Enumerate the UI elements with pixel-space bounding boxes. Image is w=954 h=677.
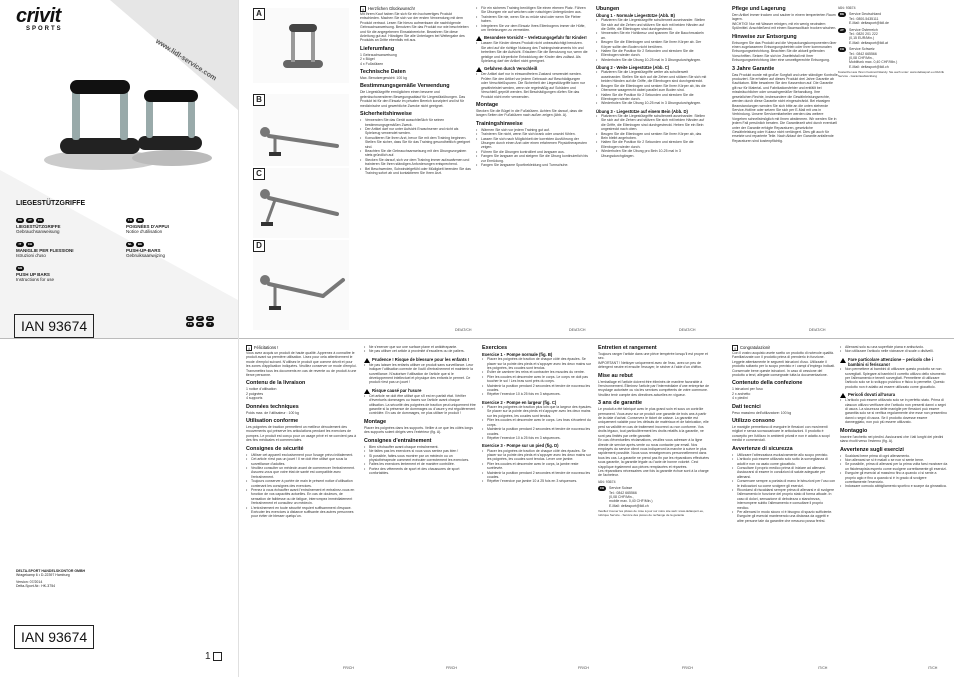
fr-column-2	[364, 345, 476, 667]
lang-sub: Gebrauchsanweisung	[16, 229, 60, 234]
list-item: • Portez des vêtements de sport et des chaussures de sport confortables.	[364, 467, 476, 476]
de-disposal: Entsorgen Sie das Produkt und die Verpackungskomponenten über einen zugelassenen Entsorgungsbetrieb oder Ihrer kommunalen Entsorgungseinrichtung. Beachten Sie die aktuell geltenden Vorschriften. Setzen Sie sich im Zweifelsfall mit Ihrer Entsorgungseinrichtung über eine umweltgerechte Entsorgung.	[732, 40, 837, 63]
ian-number: IAN 93674	[14, 314, 94, 338]
it-train-title: Avvertenze sugli esercizi	[840, 446, 904, 453]
list-item: • Maintenir la position pendant 2 secondes et tendre de nouveau les coudes.	[482, 384, 594, 393]
de-tech: Max. Benutzergewicht: 100 kg	[360, 76, 407, 81]
footer-label: DE/AT/CH	[679, 328, 696, 332]
de-mount-title: Montage	[476, 101, 499, 108]
list-item: • Maintenir la position pendant 2 secondes et tendre de nouveau les coudes.	[482, 471, 594, 480]
list-item: • Non allenarsi se si è malati o se non si sente bene.	[840, 458, 948, 462]
back-cover	[0, 339, 238, 677]
fr-care: Toujours ranger l'article dans une pièce tempérée lorsqu'il est propre et sec. IMPORTANT ! Nettoyer uniquement avec de l'eau, avec un peu de détergent neutre et ensuite l'essuyer, le sécher à l'aide d'un chiffon.	[598, 352, 708, 370]
de-warning-wear: Gefahren durch Verschleiß	[476, 66, 588, 72]
flag-gb: GB	[17, 266, 23, 270]
list-item: • Beugen Sie die Ellenbogen und senken Sie Ihren Körper ab, bis die Oberarme waagerecht dabei parallel zum Boden sind.	[596, 84, 708, 93]
cover-panel	[0, 0, 238, 338]
list-item: • Ne s'exercer que sur une surface plane et antidérapante.	[364, 345, 476, 349]
it-scope: 1 istruzioni per l'uso 2 x archetto 4 x piedini	[732, 387, 763, 401]
list-item: • Utilizzare l'attrezzatura esclusivamente allo scopo previsto.	[732, 453, 836, 457]
fr-warranty-title: 3 ans de garantie	[598, 400, 643, 407]
list-item: • Conservare sempre a portata di mano le istruzioni per l'uso con le indicazioni su come svolgere gli esercizi.	[732, 479, 836, 488]
product-image	[42, 60, 212, 180]
fr-disposal-title: Mise au rebut	[598, 372, 633, 379]
list-item: • Lassen Sie Kinder dieses Produkt nicht unbeaufsichtigt benutzen. Sie wird auf die richtige Nutzung des Trainingsinstruments hin und betreiben Sie die Aufsicht. Erlauben Sie die Benutzung nur, wenn die geistige und körperliche Entwicklung der Kinder dies zulässt. Als Spielzeug darf der Artikel nicht gereignet.	[476, 41, 588, 63]
list-item: • Halten Sie die Position für 2 Sekunden und strecken Sie die Ellenbogen wieder durch.	[596, 140, 708, 149]
warning-icon	[840, 358, 846, 363]
de-safety-list	[360, 118, 472, 175]
list-item: • Ne pas utiliser cet article à proximité d'escaliers ou de paliers.	[364, 349, 476, 353]
fr-column-4	[598, 345, 710, 667]
lang-fr[interactable]	[126, 218, 226, 234]
fr-mount: Placer les poignées dans les supports. Veiller à ce que les côtés longs des supports soient dirigés vers l'extérieur (fig. A).	[364, 425, 473, 435]
it-tech-title: Dati tecnici	[732, 403, 761, 410]
figure-label-c: C	[253, 168, 265, 180]
list-item: • Non permettere ai bambini di utilizzare questo prodotto se non sorvegliati. Spiegare ai bambini il corretto utilizzo dello strumento per l'allenamento e tenerli sorvegliati. Permettere di utilizzare l'articolo solo se lo sviluppo psichico e fisico lo permette. Questo prodotto non è adatto ad essere utilizzato come giocattolo.	[840, 367, 948, 389]
list-item: • Führen Sie die Übungen kontrolliert und langsam aus.	[476, 150, 588, 154]
de-ian-small: IAN: 93674	[838, 6, 856, 10]
list-item: • Fangen Sie langsame Sportbekleidung und Turnschuhe.	[476, 163, 588, 167]
ian-flags: DE AT CH FR BE IT	[187, 316, 213, 326]
flag-be: BE	[137, 242, 143, 246]
list-item: • Non utilizzare l'articolo nelle vicinanze di scale o dislivelli.	[840, 349, 948, 353]
list-item: • Beachten Sie die Gebrauchsanweisung mit den Übungsvorgaben stets gründlich auf.	[360, 149, 472, 158]
list-item: • Utiliser cet appareil exclusivement pour l'usage prévu initialement.	[246, 453, 358, 457]
service-url[interactable]: www.lidl-service.com	[154, 38, 218, 83]
list-item: • Für ein sicheres Training benötigen Sie einen ebenen Platz. Führen Sie Übungen nie auf weichen oder rutschigen Untergründen aus.	[476, 6, 588, 15]
de-safety-title: Sicherheitshinweise	[360, 111, 412, 118]
lang-sub: Notice d'utilisation	[126, 229, 163, 234]
list-item: • Placer les poignées de traction plus loin que la largeur des épaules. Se placer sur la pointe des pieds et s'appuyer avec les deux mains sur les poignées, les coudes sont tendus.	[482, 405, 594, 418]
lang-name: MANIGLIE PER FLESSIONI	[16, 248, 74, 253]
lang-sub: Gebruiksaanwijzing	[126, 253, 166, 258]
figure-b	[253, 94, 349, 166]
list-item: • Plier les coudes et descendre avec le corps, la jambe reste surélevée.	[482, 462, 594, 471]
list-item: • Fangen Sie langsam an und steigern Sie die Übung kontinuierlich bis zur Ermüdung.	[476, 154, 588, 163]
de-care: Den Artikel immer trocken und sauber in einem temperierten Raum lagern. WICHTIG! Nur mit Wasser reinigen, mit ein wenig neutralem Spülmittel. Anschließend mit einem Baumwolltuch trocken wischen.	[732, 13, 837, 31]
footer-label: FR/CH	[682, 666, 693, 670]
list-item: • Wiederholen Sie die Übung pro Bein 10-25 mal in 3 Übungsdurchgängen.	[596, 149, 708, 158]
footer-label: FR/CH	[343, 666, 354, 670]
it-safety-title: Avvertenze di sicurezza	[732, 445, 793, 452]
list-item: • Trainieren Sie nie, wenn Sie zu müde sind oder wenn Sie Fieber haben.	[476, 15, 588, 24]
fr-ex2-title: Exercice 2 - Pompe en largeur (fig. C)	[482, 399, 557, 405]
de-intro: Mit Ihrem Kauf haben Sie sich für ein hochwertiges Produkt entschieden. Machen Sie sich vor der ersten Verwendung mit dem Produkt vertraut. Lesen Sie hierzu aufmerksam die nachfolgende Gebrauchsanweisung. Benutzen Sie das Produkt nur wie beschrieben und für die angegebenen Einsatzbereiche. Bewahren Sie diese Anleitung gut auf. Händigen Sie alle Unterlagen bei Weitergabe des Produkts an Dritte ebenfalls mit aus.	[360, 12, 469, 43]
footer-label: FR/CH	[446, 666, 457, 670]
list-item: • Placer les poignées de traction de chaque côté des épaules. Se placer sur la pointe des pieds et s'appuyer avec les deux mains sur les poignées, les coudes sont tendus.	[482, 357, 594, 370]
one-leg-pushup-illustration	[253, 240, 349, 330]
figure-d	[253, 240, 349, 330]
list-item: • Beugen Sie die Ellenbogen und senken Sie Ihren Körper ab. Der Körper sollte den Boden nicht berühren.	[596, 40, 708, 49]
it-tech: Peso massimo dell'utilizzatore: 100 kg	[732, 410, 792, 415]
figure-label-a: A	[253, 8, 265, 20]
de-use-title: Bestimmungsgemäße Verwendung	[360, 83, 450, 90]
list-item: • Placer les poignées de traction de chaque côté des épaules. Se placer sur la pointe des pieds et s'appuyer avec les deux mains sur les poignées, les coudes sont tendus. Lever une jambe.	[482, 449, 594, 462]
list-item: • Allenarsi solo su una superficie piana e antiscivolo.	[840, 345, 948, 349]
it-use: Le maniglie permettono di eseguire le flessioni con movimenti migliori e senza sovraccaricare le articolazioni. Il prodotto è concepito per l'utilizzo in ambienti privati e non è adatto a scopi medici e commerciali.	[732, 425, 830, 443]
list-item: • L'articolo può essere utilizzato solo se in perfetto stato. Prima di ciascun utilizzo verificare che l'articolo non presenti danni o segni di usura. La sicurezza delle maniglie per flessioni può essere garantita solo se si verifica regolarmente che esse non presentino danni o segni di usura. Se il prodotto dovesse essere danneggiato, non può più essere utilizzato.	[840, 398, 948, 424]
page-number: 1	[205, 651, 222, 662]
flag-ch: CH	[37, 218, 43, 222]
de-service-at: AT Service Österreich Tel.: 0820 201 222 (0,15 EUR/Min.) E-Mail: deltasport@lidl.at	[838, 28, 948, 46]
list-item: • Verwenden Sie das Gerät ausschließlich für seinen bestimmungsgemäßen Zweck.	[360, 118, 472, 127]
list-item: • Halten Sie die Position für 2 Sekunden und strecken Sie die Ellenbogen wieder durch.	[596, 49, 708, 58]
list-item: • Scaldarsi bene prima di ogni allenamento.	[840, 454, 948, 458]
figure-a	[253, 8, 349, 83]
fr-ex-title: Exercices	[482, 345, 508, 351]
lang-de[interactable]	[16, 218, 116, 234]
wide-pushup-illustration	[253, 168, 349, 238]
imprint-address: Wragekamp 6 • D-22397 Hamburg	[16, 573, 70, 577]
list-item: • Prenez à vous échauffer avant l'entraînement et entraînez-vous en fonction de vos capacités actuelles. En cas de douleurs, de sensation de faiblesse ou de fatigue, interrompez immédiatement l'entraînement et consultez un médecin.	[246, 488, 358, 506]
list-item: • Si possible, faites-vous montrer par un médecin ou un physiothérapeute comment exécuter correctement les exercices.	[364, 454, 476, 463]
fr-column-3	[482, 345, 594, 667]
de-tech-title: Technische Daten	[360, 69, 406, 76]
list-item: • Wärmen Sie sich vor jedem Training gut auf.	[476, 128, 588, 132]
list-item: • Cet article n'est pas un jouet ! Il ne doit être utilisé que sous la surveillance d'adultes.	[246, 457, 358, 466]
fr-tech: Poids max. de l'utilisateur : 100 kg	[246, 410, 300, 415]
figure-label-b: B	[253, 94, 265, 106]
footer-label: FR/CH	[578, 666, 589, 670]
list-item: • Platzieren Sie die Liegestützgriffe schulterweit auseinander. Stellen Sie sich auf die Zehen und stützen Sie sich mit beiden Händen auf die Griffe, die Ellenbogen sind durchgestreckt.	[596, 18, 708, 31]
list-item: • Maintenir la position pendant 2 secondes et tendre de nouveau les coudes.	[482, 427, 594, 436]
de-mount: Stecken Sie die Bügel in die Fußstützen. Achten Sie darauf, dass die langen Seiten der Fußstützen nach außen zeigen (Abb. A).	[476, 108, 583, 118]
brand-sub: SPORTS	[26, 26, 63, 32]
footer-label: DE/AT/CH	[455, 328, 472, 332]
fr-safety-title: Consignes de sécurité	[246, 445, 304, 452]
list-item: • Stecken Sie darauf, sich vor dem Training immer aufzuwärmen und trainieren Sie Ihren ständigen Anforderungen entsprechend.	[360, 158, 472, 167]
list-item: • Consultare il proprio medico prima di iniziare ad allenarsi. Assicurarsi di essere in condizioni di salute adeguate per allenarsi.	[732, 466, 836, 479]
figure-c	[253, 168, 349, 238]
lang-name: PUSH-UP-BARS	[126, 248, 161, 253]
de-ex-title: Übungen	[596, 6, 620, 12]
list-item: • Répéter l'exercice 10 à 25 fois en 3 séquences.	[482, 436, 594, 440]
it-mount: Inserire l'archetto nei piedini. Assicurarsi che i lati lunghi dei piedini siano rivolti verso l'esterno (fig. A).	[840, 434, 944, 444]
de-ex2-title: Übung 2 - Weite Liegestütze (Abb. C)	[596, 65, 670, 71]
it-column-1: i Congratulazioni! Con il vostro acquisto avete scelto un prodotto di notevole qualità. Familiarizzate con il prodotto prima di prenderlo in funzione. Leggete attentamente le seguenti istruzioni d'uso. Utilizzate il prodotto soltanto per lo scopo previsto e i campi d'impiego indicati. Conservate bene queste istruzioni. In caso di cessione del prodotto a terzi, allegate consegnate tutta la documentazione. Contenuto della confezione 1 istruzioni per l'uso 2 x archetto 4 x piedini Dati tecnici Peso massimo dell'utilizzatore: 100 kg Utilizzo consono Le maniglie permettono di eseguire le flessioni con movimenti migliori e senza sovraccaricare le articolazioni. Il prodotto è concepito per l'utilizzo in ambienti privati e non è adatto a scopi medici e commerciali. Avvertenze di sicurezza • Utilizzare l'attrezzatura esclusivamente allo scopo previsto. • L'articolo può essere utilizzato solo sotto la sorveglianza di adulti e non va usato come giocattolo. • Consultare il proprio medico prima di iniziare ad allenarsi. Assicurarsi di essere in condizioni di salute adeguate per allenarsi. • Conservare sempre a portata di mano le istruzioni per l'uso con le indicazioni su come svolgere gli esercizi. • Ricordarsi di riscaldarsi sempre prima di allenarsi e di svolgere l'allenamento in funzione del proprio stato di forma attuale. In caso di dolori, sensazione di debolezza o stanchezza, interrompere subito l'allenamento e consultare il proprio medico. • Per allenarsi in modo sicuro vi è bisogno di spazio sufficiente. Eseguire gli esercizi mantenendo una distanza da oggetti e altre persone tale da garantire che nessuno possa ferirsi.	[732, 345, 836, 667]
de-use: Die Liegestützgriffe ermöglichen einen bessere und gelenkschonenderen Bewegungsablauf für Liegestützübungen. Das Produkt ist für den Einsatz im privaten Bereich konzipiert und ist für medizinische und gewerbliche Zwecke nicht geeignet.	[360, 90, 466, 108]
it-intro: Con il vostro acquisto avete scelto un prodotto di notevole qualità. Familiarizzate con il prodotto prima di prenderlo in funzione. Leggete attentamente le seguenti istruzioni d'uso. Utilizzate il prodotto soltanto per lo scopo previsto e i campi d'impiego indicati. Conservate bene queste istruzioni. In caso di cessione del prodotto a terzi, allegate consegnate tutta la documentazione.	[732, 351, 836, 378]
it-warning-kids: Fare particolare attenzione – pericolo che i bambini si feriscano!	[840, 357, 948, 367]
footer-label: DE/AT/CH	[809, 328, 826, 332]
imprint-delta: Delta-Sport-Nr.: HK-3754	[16, 584, 56, 588]
fr-scope-title: Contenu de la livraison	[246, 380, 306, 387]
fr-warranty: Le produit a été fabriqué avec le plus grand soin et sous un contrôle permanent. Vous avez sur ce produit une garantie de trois ans à partir de la date d'achat. Conservez le ticket de caisse. La garantie est uniquement valable pour les défauts de matériaux et de fabrication, elle perd sa validité en cas de traitement incorrect ou non conforme. Vos droits légaux, tout particulièrement les droits relatifs à la garantie, ne sont pas limités par cette garantie. En cas d'éventuelles réclamations, veuillez vous adresser à la ligne directe de service après-vente ou nous contacter par email. Nos employés du service client vous indiqueront la marche à suivre le plus rapidement possible. Nous vous renseignerons personnellement dans tous les cas. La garantie ne prend pas fin par les réparations effectuées sous garantie, la garantie légale ou l'acte de bonne volonté. Ceci s'applique également aux pièces remplacées et réparées. Les réparations nécessaires une fois la garantie échue sont à la charge de l'acheteur.	[598, 407, 710, 478]
fr-column-1: i Félicitations ! Vous avez acquis un produit de haute qualité. Apprenez à connaître le produit avant sa première utilisation. Lisez pour cela attentivement le mode d'emploi suivant. N'utilisez le produit que comme décrit et pour les zones d'application indiquées. Veuillez conserver ce mode d'emploi. Transmettez tous les documents en cas de revente ou de produit à une tierce personne. Contenu de la livraison 1 notice d'utilisation 2 poignées 4 supports Données techniques Poids max. de l'utilisateur : 100 kg Utilisation conforme Les poignées de traction permettent un meilleur déroulement des mouvements qui préserve les articulations pendant les exercices de pompes. Le produit est conçu pour un usage privé et ne convient pas à des fins médicales et commerciales. Consignes de sécurité • Utiliser cet appareil exclusivement pour l'usage prévu initialement. • Cet article n'est pas un jouet ! Il ne doit être utilisé que sous la surveillance d'adultes. • Veuillez consulter un médecin avant de commencer l'entraînement. Assurez-vous que votre état de santé est compatible avec l'entraînement. • Toujours conserver à portée de main le présent notice d'utilisation contenant les consignes des exercices. • Prenez à vous échauffer avant l'entraînement et entraînez-vous en fonction de vos capacités actuelles. En cas de douleurs, de sensation de faiblesse ou de fatigue, interrompez immédiatement l'entraînement et consultez un médecin. • L'entraînement en toute sécurité requiert suffisamment d'espace. Exécuter les exercices à distance suffisante des autres personnes pour éviter de blesser quelqu'un.	[246, 345, 358, 667]
de-column-4	[732, 6, 838, 328]
flag-de: DE	[17, 218, 23, 222]
de-train-title: Trainingshinweise	[476, 120, 523, 127]
list-item: • Trainieren Sie nicht, wenn Sie sich krank oder unwohl fühlen.	[476, 132, 588, 136]
de-care-title: Pflege und Lagerung	[732, 6, 786, 12]
de-service-note: Kostenfrei aus Ihrem Festnetz/Handy. Sie auch unter: www.deltasport.eu Rubrik Service - Garantieabwicklung	[838, 70, 944, 79]
de-intro-title: Herzlichen Glückwunsch!	[368, 6, 416, 12]
list-item: • L'entraînement en toute sécurité requiert suffisamment d'espace. Exécuter les exercices à distance suffisante des autres personnes pour éviter de blesser quelqu'un.	[246, 506, 358, 519]
ian-number-back: IAN 93674	[14, 625, 94, 649]
lang-nl[interactable]	[126, 242, 226, 258]
de-ex3-title: Übung 3 - Liegestütze auf einem Bein (Abb. D)	[596, 108, 688, 114]
list-item: • Bien s'échauffer avant chaque entraînement.	[364, 445, 476, 449]
fr-disposal: L'emballage et l'article doivent être éliminés de manière favorable à l'environnement. Éliminez l'article par l'intermédiaire d'une entreprise de recyclage autorisée ou via les services compétents de votre commune. Veuillez tenir compte des directives actuelles en vigueur.	[598, 379, 710, 397]
list-item: • Per allenarsi in modo sicuro vi è bisogno di spazio sufficiente. Eseguire gli esercizi mantenendo una distanza da oggetti e altre persone tale da garantire che nessuno possa ferirsi.	[732, 510, 836, 523]
footer-label: DE/AT/CH	[569, 328, 586, 332]
fr-scope: 1 notice d'utilisation 2 poignées 4 supports	[246, 387, 277, 401]
it-column-2	[840, 345, 948, 667]
list-item: • Bei Beschwerden, Schwindelgefühl oder Müdigkeit beenden Sie das Training sofort ab und kontaktieren Sie Ihren Arzt.	[360, 167, 472, 176]
list-item: • Halten Sie die Position für 2 Sekunden und strecken Sie die Ellenbogen wieder durch.	[596, 93, 708, 102]
list-item: • Platzieren Sie die Liegestützgriffe schulterweit auseinander. Stellen Sie sich auf die Zehen und stützen Sie sich mit beiden Händen auf die Griffe, die Ellenbogen sind durchgestreckt. Heben Sie ein Bein ungestreckt nach oben.	[596, 114, 708, 132]
fr-warning-wear: Risque causé par l'usure	[364, 388, 476, 394]
fr-ex1-title: Exercice 1 - Pompe normale (fig. B)	[482, 352, 553, 357]
list-item: • Wiederholen Sie die Übung 10-25 mal in 3 Übungsdurchgängen.	[596, 58, 708, 62]
de-column-1	[360, 6, 472, 328]
it-use-title: Utilizzo consono	[732, 418, 775, 425]
list-item: • Cet article ne doit être utilisé que s'il est en parfait état. Vérifier d'éventuels dommages ou traces sur l'article avant chaque utilisation. La sécurité des poignées de traction peut uniquement être garantie si la présence de dommages ou d'usure y est régulièrement contrôlée. En cas de dommages, ne plus utiliser le produit !	[364, 394, 476, 416]
list-item: • Répéter l'exercice par jambe 10 à 25 fois en 3 séquences.	[482, 479, 594, 483]
list-item: • Lassen Sie sich nach Möglichkeit der korrekten Ausführung der Übungen durch einen Arzt oder einen erfahrenen Physiotherapeuten zeigen.	[476, 137, 588, 150]
lang-sub: Instructions for use	[16, 277, 55, 282]
fr-mount-title: Montage	[364, 418, 387, 425]
it-warning-wear: Pericoli dovuti all'usura	[840, 392, 948, 398]
lang-name: LIEGESTÜTZGRIFFE	[16, 224, 61, 229]
list-item: • Toujours conserver à portée de main le présent notice d'utilisation contenant les consignes des exercices.	[246, 479, 358, 488]
flag-it: IT	[16, 242, 24, 247]
de-warning-kids: Besondere Vorsicht – Verletzungsgefahr für Kinder!	[476, 35, 588, 41]
fr-warning-kids: Prudence ! Risque de blessure pour les enfants !	[364, 357, 476, 363]
de-warranty: Das Produkt wurde mit großer Sorgfalt und unter ständiger Kontrolle produziert. Sie erhalten auf dieses Produkt drei Jahre Garantie ab Kaufdatum. Bitte bewahren Sie den Kassenbon auf. Die Garantie gilt nur für Material- und Fabrikationsfehler und entfällt bei missbräuchlicher oder unsachgemäßer Behandlung. Ihre gesetzlichen Rechte, insbesondere die Gewährleistungsrechte, werden durch diese Garantie nicht eingeschränkt. Bei etwaigen Beanstandungen wenden Sie sich bitte an die unten stehende Service-Hotline oder setzen Sie sich per E-Mail mit uns in Verbindung. Unsere Servicemitarbeiter werden das weitere Vorgehen schnellstmöglich mit Ihnen abstimmen. Wir werden Sie in jedem Fall persönlich beraten. Die Garantiezeit wird durch eventuell unter der Garantie erfolgte Reparaturen, gesetzliche Gewährleistung oder Kulanz nicht verlängert. Dies gilt auch für ersetzte und reparierte Teile. Nach Ablauf der Garantie anfallende Reparaturen sind kostenpflichtig.	[732, 72, 838, 143]
footer-label: IT/CH	[818, 666, 828, 670]
list-item: • Se possibile, prima di allenarsi per la prima volta farsi mostrare da un fisioterapista esperto come svolgere correttamente gli esercizi.	[840, 462, 948, 471]
fr-ian-small: IAN: 93674	[598, 479, 616, 484]
pushup-illustration	[253, 94, 349, 166]
list-item: • Eseguire gli esercizi al massimo fino a quando ci si sente a proprio agio e fino a quando si è in grado di svolgere correttamente l'esercizio.	[840, 471, 948, 484]
fr-train-title: Consignes d'entraînement	[364, 437, 432, 444]
figure-label-d: D	[253, 240, 265, 252]
list-item: • Der Artikel darf nur unter Aufsicht Erwachsener und nicht als Spielzeug verwendet werden.	[360, 127, 472, 136]
flag-at: AT	[26, 218, 34, 223]
info-icon: i	[246, 345, 252, 351]
footer-label: IT/CH	[928, 666, 938, 670]
flag-fr: FR	[128, 218, 132, 222]
list-item: • Platzieren Sie die Liegestützgriffe weiter als schulterweit auseinander. Stellen Sie sich auf die Zehen und stützen Sie sich mit beiden Händen auf die Griffe, die Ellenbogen sind durchgestreckt.	[596, 70, 708, 83]
list-item: • Veuillez consulter un médecin avant de commencer l'entraînement. Assurez-vous que votre état de santé est compatible avec l'entraînement.	[246, 466, 358, 479]
info-icon: i	[360, 6, 366, 12]
fr-tech-title: Données techniques	[246, 403, 299, 410]
de-column-2	[476, 6, 588, 328]
list-item: • Konsultieren Sie Ihren Arzt, bevor Sie mit dem Training beginnen. Stellen Sie sicher, dass Sie für das Training gesundheitlich geeignet sind.	[360, 136, 472, 149]
list-item: • Der Artikel darf nur in einwandfreiem Zustand verwendet werden. Prüfen Sie den Artikel vor jedem Gebrauch auf Beschädigungen oder Verschleißspuren. Die Sicherheit der Liegestützgriffe kann nur gewährleistet werden, wenn sie regelmäßig auf Schäden und Verschleiß geprüft werden. Bei Beschädigungen dürfen Sie das Produkt nicht mehr verwenden.	[476, 72, 588, 98]
imprint-company: DELTA-SPORT HANDELSKONTOR GMBH	[16, 569, 86, 573]
de-service-de: DE Service Deutschland Tel.: 0800-5435111 E-Mail: deltasport@lidl.de	[839, 12, 889, 26]
list-item: • Répéter l'exercice 10 à 25 fois en 3 séquences.	[482, 392, 594, 396]
flag-ch: CH	[27, 242, 33, 246]
flag-be: BE	[137, 218, 143, 222]
de-scope: 1 Gebrauchsanweisung 2 x Bügel 4 x Fußstützen	[360, 52, 397, 66]
fr-intro: Vous avez acquis un produit de haute qualité. Apprenez à connaître le produit avant sa première utilisation. Lisez pour cela attentivement le mode d'emploi suivant. N'utilisez le produit que comme décrit et pour les zones d'application indiquées. Veuillez conserver ce mode d'emploi. Transmettez tous les documents en cas de revente ou de produit à une tierce personne.	[246, 351, 357, 378]
list-item: • L'articolo può essere utilizzato solo sotto la sorveglianza di adulti e non va usato come giocattolo.	[732, 457, 836, 466]
de-disposal-title: Hinweise zur Entsorgung	[732, 33, 797, 40]
list-item: • Ricordarsi di riscaldarsi sempre prima di allenarsi e di svolgere l'allenamento in funzione del proprio stato di forma attuale. In caso di dolori, sensazione di debolezza o stanchezza, interrompere subito l'allenamento e consultare il proprio medico.	[732, 488, 836, 510]
list-item: • Faites les exercices lentement et de manière contrôlée.	[364, 462, 476, 466]
fr-use-title: Utilisation conforme	[246, 418, 299, 425]
flag-nl: NL	[128, 242, 132, 246]
de-ex1-title: Übung 1 - Normale Liegestütze (Abb. B)	[596, 13, 675, 18]
de-service-ch: CH Service Schweiz Tel.: 0842 665566 (0,08 CHF/Min., Mobilfunk max. 0,40 CHF/Min.) E-Mail: deltasport@lidl.ch	[839, 47, 898, 69]
info-icon: i	[732, 345, 738, 351]
fr-use: Les poignées de traction permettent un meilleur déroulement des mouvements qui préserve les articulations pendant les exercices de pompes. Le produit est conçu pour un usage privé et ne convient pas à des fins médicales et commerciales.	[246, 425, 357, 443]
lang-name: PUSH UP BARS	[16, 272, 50, 277]
imprint-version: Version: 07/2014	[16, 580, 43, 584]
lang-name: POIGNÉES D'APPUI	[126, 224, 169, 229]
de-column-3	[596, 6, 708, 328]
fr-ex3-title: Exercice 3 - Pompe sur un pied (fig. D)	[482, 443, 559, 449]
list-item: • Éviter de cambrer les reins et contracter les muscles du ventre.	[482, 370, 594, 374]
figures-panel	[239, 0, 351, 338]
list-item: • Ne pas laisser les enfants utiliser ce produit sans surveillance. Leur indiquer l'utilisation correcte de l'outil d'entraînement et maintenir la surveillance. N'autoriser l'utilisation de l'article que si le développement intellectuel et physique des enfants le permet. Ce produit n'est pas un jouet !	[364, 363, 476, 385]
de-warranty-title: 3 Jahre Garantie	[732, 65, 775, 72]
list-item: • Plier les coudes et descendre avec le corps. Le corps ne doit pas toucher le sol ! Les bras sont près du corps.	[482, 375, 594, 384]
list-item: • Plier les coudes et descendre avec le corps. Les bras s'écartent du corps.	[482, 418, 594, 427]
list-item: • Integrieren Sie vor dem Einsatz Ihres Ellenbogens immer die Hüfte, um Verletzungen zu vermeiden.	[476, 24, 588, 33]
cover-title: LIEGESTÜTZGRIFFE	[16, 200, 86, 207]
list-item: • Verwenden Sie ein Hohlkreuz und spannen Sie die Bauchmuskeln an.	[596, 31, 708, 40]
it-mount-title: Montaggio	[840, 427, 868, 434]
brand-name: crivit	[16, 5, 61, 27]
fr-service-note: Veuillez trouver les pilotes de mise à jour sur notre site web: www.deltasport.eu, rubrique Service - Service des pièces de rechange de la garantie	[598, 509, 704, 517]
list-item: • Wiederholen Sie die Übung 10-25 mal in 3 Übungsdurchgängen.	[596, 101, 708, 105]
grip-assembly-illustration	[253, 8, 349, 83]
list-item: • Beugen Sie die Ellenbogen und senken Sie Ihren Körper ab, das Bein bleibt angehoben.	[596, 132, 708, 141]
list-item: • Ne faites pas les exercices si vous vous sentez pas bien !	[364, 449, 476, 453]
fr-service-ch: CH Service Suisse Tel.: 0842 665566 (0,08 CHF/Min., mobile max. 0,40 CHF/Min.) E-Mail: deltasport@lidl.ch	[599, 486, 653, 508]
lang-sub: Istruzioni d'uso	[16, 253, 46, 258]
it-scope-title: Contenuto della confezione	[732, 380, 803, 387]
de-column-5	[838, 6, 948, 328]
lang-gb[interactable]	[16, 266, 116, 282]
lang-it[interactable]	[16, 242, 116, 258]
fr-care-title: Entretien et rangement	[598, 345, 657, 351]
imprint	[16, 569, 85, 588]
de-scope-title: Lieferumfang	[360, 45, 395, 52]
list-item: • Indossare comodo abbigliamento sportivo e scarpe da ginnastica.	[840, 484, 948, 488]
